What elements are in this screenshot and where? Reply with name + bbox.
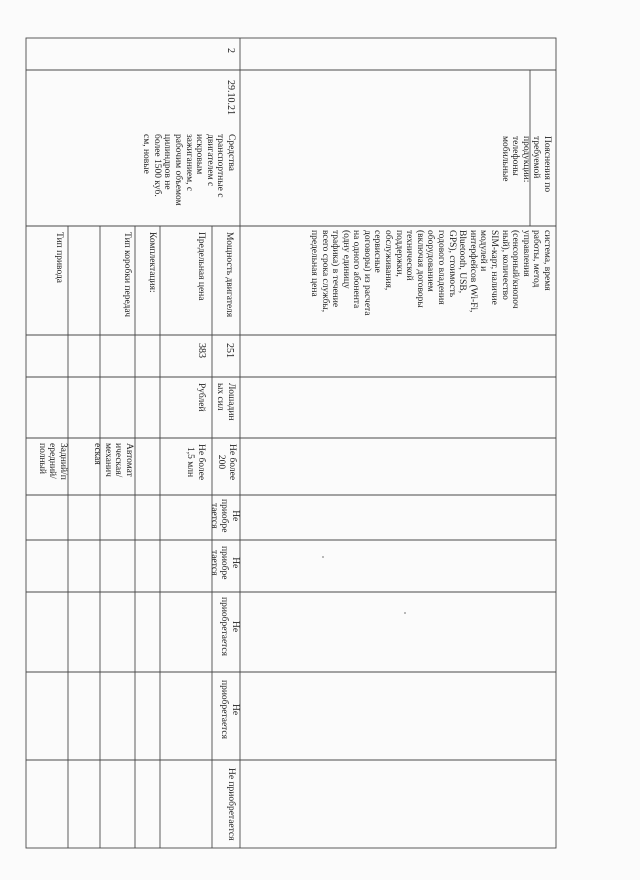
price-unit-cell xyxy=(162,379,208,437)
not-purchased-3: Не приобретается xyxy=(219,597,240,657)
not-purchased-2-cell xyxy=(206,542,240,590)
phone-note-cell xyxy=(480,130,554,225)
drive-value-cell xyxy=(30,440,68,494)
power-code-cell xyxy=(214,337,238,375)
phone-note-text: Пояснения по требуемой продукции: телефоны мобильные xyxy=(499,136,552,193)
product-name-cell xyxy=(110,130,238,226)
gearbox-value: Автомат ическая/ механич еская xyxy=(92,443,134,478)
phone-characteristics-cell xyxy=(242,226,554,334)
row-number-cell xyxy=(215,40,237,68)
gearbox-label: Тип коробки передач xyxy=(122,232,132,317)
not-purchased-4: Не приобретается xyxy=(219,680,240,740)
price-value: Не более 1,5 млн xyxy=(185,444,206,481)
gearbox-label-cell xyxy=(102,228,134,334)
power-label-cell xyxy=(214,228,238,334)
gearbox-value-cell xyxy=(92,440,134,494)
not-purchased-5: Не приобретается xyxy=(226,768,236,841)
row-date: 29.10.21 xyxy=(225,80,236,115)
product-name: Средства транспортные с двигателем с искровым зажиганием, с рабочим объемом цилиндров не более 1500 куб. см, новые xyxy=(141,134,236,206)
not-purchased-3-cell xyxy=(214,594,240,670)
power-unit: Лошадин ых сил xyxy=(215,383,236,421)
price-value-cell xyxy=(162,440,208,494)
not-purchased-4-cell xyxy=(214,674,240,758)
equipment-label-cell xyxy=(137,228,159,334)
power-value: Не более 200 xyxy=(216,444,237,481)
price-label: Предельная цена xyxy=(196,232,206,301)
power-code: 251 xyxy=(224,343,235,358)
price-label-cell xyxy=(162,228,210,334)
phone-characteristics-text: система, время работы, метод управления (сенсорный/кнопоч ный), количество SIM-карт, наличие модулей и интерфейсов (Wi-Fi, Bluetooth, USB, GPS), стоимость годового владения оборудованием (включая договоры технической поддержки, обслуживания, сервисные договоры) из расчета на одного абонента (одну единицу трафика) в течение всего срока службы, предельная цена xyxy=(308,230,552,316)
not-purchased-2: Не приобре тается xyxy=(208,546,240,580)
drive-label: Тип привода xyxy=(54,232,64,283)
price-code-cell xyxy=(162,337,208,375)
price-unit: Рублей xyxy=(196,383,206,412)
scan-speck xyxy=(322,556,324,558)
drive-value: Задний/п ередний/ полный xyxy=(36,443,68,480)
power-label: Мощность двигателя xyxy=(224,232,234,318)
power-value-cell xyxy=(212,440,238,494)
not-purchased-5-cell xyxy=(214,762,240,846)
drive-label-cell xyxy=(28,228,66,334)
price-code: 383 xyxy=(196,343,207,358)
equipment-label: Комплектация: xyxy=(147,232,157,293)
power-unit-cell xyxy=(214,379,238,437)
not-purchased-1-cell xyxy=(206,497,240,539)
row-number: 2 xyxy=(225,48,236,53)
scan-speck xyxy=(404,612,406,614)
not-purchased-1: Не приобре тается xyxy=(208,499,240,533)
